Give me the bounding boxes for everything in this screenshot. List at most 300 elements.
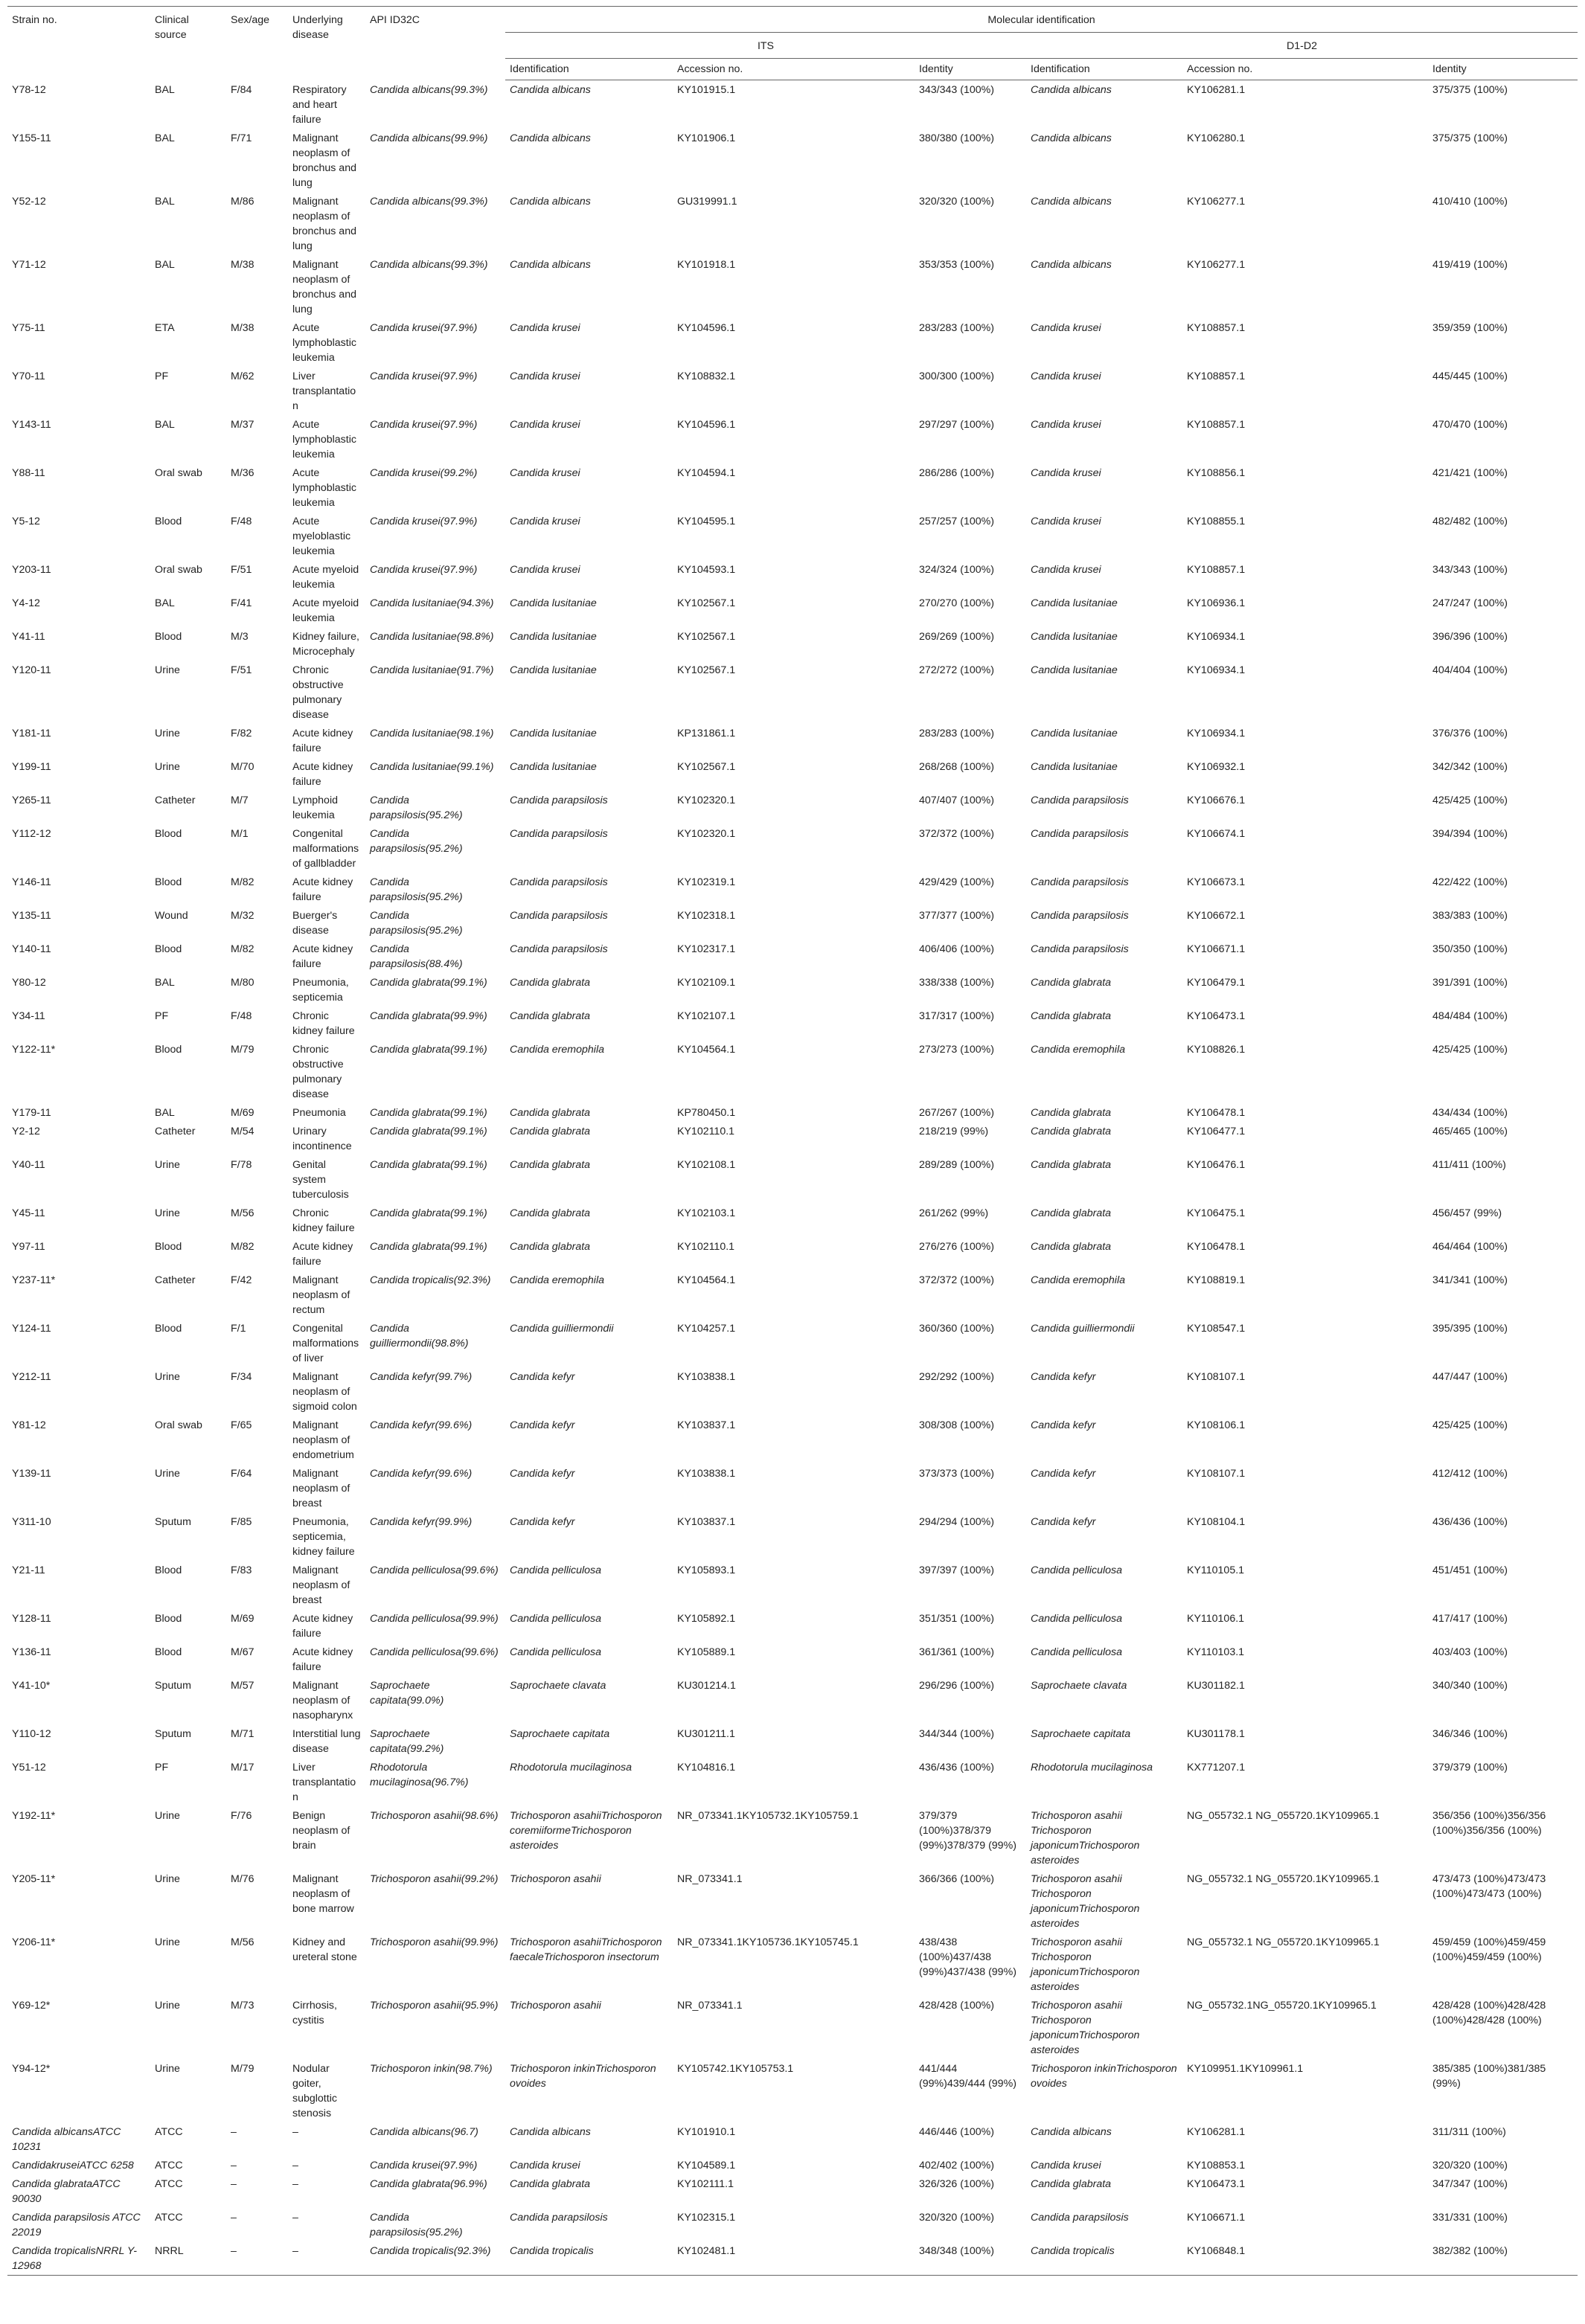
d1d2-accession-cell: KY106934.1 <box>1187 727 1246 739</box>
api-cell: Candida parapsilosis(95.2%) <box>370 827 463 855</box>
clinical-source-cell: BAL <box>155 976 175 989</box>
its-identification-cell: Candida glabrata <box>510 1009 591 1022</box>
its-accession-cell: KY102111.1 <box>677 2177 734 2190</box>
d1d2-identification-cell: Candida eremophila <box>1031 1043 1125 1056</box>
d1d2-identification-cell: Candida krusei <box>1031 321 1101 334</box>
api-cell: Candida pelliculosa(99.9%) <box>370 1612 499 1625</box>
d1d2-identity-cell: 311/311 (100%) <box>1432 2125 1506 2138</box>
api-cell: Candida krusei(97.9%) <box>370 515 478 527</box>
d1d2-identification-cell: Candida parapsilosis <box>1031 2211 1129 2224</box>
d1d2-identification-cell: Candida kefyr <box>1031 1515 1096 1528</box>
table-row <box>7 1724 1578 1758</box>
sex-age-cell: F/41 <box>231 597 252 609</box>
d1d2-identification-cell: Candida lusitaniae <box>1031 760 1118 773</box>
d1d2-accession-cell: KY106848.1 <box>1182 2241 1428 2276</box>
disease-cell: Malignant neoplasm of endometrium <box>292 1419 354 1461</box>
api-cell: Candida glabrata(99.9%) <box>370 1009 487 1022</box>
strain-cell: Y71-12 <box>12 258 46 271</box>
d1d2-identity-cell: 247/247 (100%) <box>1432 597 1508 609</box>
d1d2-identity-cell: 445/445 (100%) <box>1432 370 1508 382</box>
d1d2-identification-cell: Candida pelliculosa <box>1031 1564 1123 1576</box>
its-accession-cell: KY102320.1 <box>677 827 736 840</box>
its-accession-cell: KY104564.1 <box>677 1043 736 1056</box>
its-identification-cell: Candida eremophila <box>510 1043 604 1056</box>
api-cell: Candida guilliermondii(98.8%) <box>370 1322 469 1349</box>
strain-cell: Y88-11 <box>12 466 45 479</box>
api-cell: Candida krusei(97.9%) <box>370 2159 478 2171</box>
d1d2-identification-cell: Candida krusei <box>1031 370 1101 382</box>
disease-cell: Buerger's disease <box>292 909 338 937</box>
strain-cell: Y5-12 <box>12 515 40 527</box>
sex-age-cell: M/69 <box>231 1612 254 1625</box>
api-cell: Candida lusitaniae(98.1%) <box>370 727 494 739</box>
d1d2-identity-cell: 347/347 (100%) <box>1432 2177 1508 2190</box>
its-identity-cell: 351/351 (100%) <box>919 1612 994 1625</box>
its-identity-cell: 372/372 (100%) <box>919 827 994 840</box>
disease-cell: Chronic obstructive pulmonary disease <box>292 664 344 721</box>
d1d2-accession-cell: KY108826.1 <box>1187 1043 1246 1056</box>
sex-age-cell: F/51 <box>231 563 252 576</box>
d1d2-accession-cell: NG_055732.1 NG_055720.1KY109965.1 <box>1187 1872 1380 1885</box>
clinical-source-cell: Urine <box>155 1158 180 1171</box>
table-row <box>7 1367 1578 1416</box>
strain-cell: Candida tropicalisNRRL Y-12968 <box>7 2241 150 2276</box>
d1d2-identity-cell: 403/403 (100%) <box>1432 1646 1508 1658</box>
d1d2-accession-cell: KU301182.1 <box>1187 1679 1245 1692</box>
d1d2-identification-cell: Candida parapsilosis <box>1031 943 1129 955</box>
its-accession-cell: KY104596.1 <box>677 418 736 431</box>
d1d2-accession-cell: KU301178.1 <box>1187 1727 1245 1740</box>
its-identification-cell: Candida parapsilosis <box>510 794 608 806</box>
strain-cell: Y112-12 <box>12 827 51 840</box>
d1d2-identification-cell: Candida kefyr <box>1031 1419 1096 1431</box>
sex-age-cell: M/38 <box>231 321 254 334</box>
disease-cell: Malignant neoplasm of breast <box>292 1467 350 1509</box>
d1d2-accession-cell: KY106673.1 <box>1187 876 1246 888</box>
strain-cell: Y80-12 <box>12 976 46 989</box>
api-cell: Candida albicans(99.3%) <box>370 83 488 96</box>
d1d2-identity-cell: 341/341 (100%) <box>1432 1274 1508 1286</box>
d1d2-accession-cell: KY110105.1 <box>1187 1564 1245 1576</box>
disease-cell: – <box>292 2177 298 2190</box>
table-row <box>7 1040 1578 1103</box>
d1d2-identity-cell: 396/396 (100%) <box>1432 630 1508 643</box>
d1d2-identity-cell: 385/385 (100%)381/385 (99%) <box>1432 2062 1546 2090</box>
d1d2-identity-cell: 346/346 (100%) <box>1432 1727 1508 1740</box>
its-identification-cell: Saprochaete clavata <box>510 1679 606 1692</box>
d1d2-identification-cell: Candida lusitaniae <box>1031 727 1118 739</box>
d1d2-identity-cell: 456/457 (99%) <box>1432 1207 1502 1219</box>
d1d2-identity-cell: 417/417 (100%) <box>1432 1612 1508 1625</box>
its-accession-cell: KP131861.1 <box>677 727 736 739</box>
its-identity-cell: 338/338 (100%) <box>919 976 994 989</box>
sex-age-cell: M/56 <box>231 1936 254 1948</box>
clinical-source-cell: Blood <box>155 1240 182 1253</box>
clinical-source-cell: ATCC <box>155 2159 183 2171</box>
sex-age-cell: M/17 <box>231 1761 254 1774</box>
d1d2-accession-cell: KY106475.1 <box>1187 1207 1246 1219</box>
its-identity-cell: 296/296 (100%) <box>919 1679 994 1692</box>
its-accession-cell: KY102110.1 <box>677 1240 735 1253</box>
d1d2-identification-cell: Candida parapsilosis <box>1031 909 1129 922</box>
table-row <box>7 80 1578 129</box>
table-row <box>7 2156 1578 2174</box>
d1d2-accession-cell: KY110103.1 <box>1187 1646 1245 1658</box>
its-identification-cell: Candida parapsilosis <box>510 2211 608 2224</box>
d1d2-identification-cell: Saprochaete capitata <box>1031 1727 1131 1740</box>
strain-cell: Y75-11 <box>12 321 45 334</box>
api-cell: Trichosporon asahii(99.9%) <box>370 1936 499 1948</box>
clinical-source-cell: BAL <box>155 258 175 271</box>
d1d2-accession-cell: KY108107.1 <box>1187 1467 1246 1480</box>
disease-cell: – <box>292 2211 298 2224</box>
disease-cell: Acute myeloid leukemia <box>292 597 359 624</box>
its-accession-cell: KY103837.1 <box>677 1515 736 1528</box>
d1d2-identity-cell: 425/425 (100%) <box>1432 1419 1508 1431</box>
d1d2-identification-cell: Candida glabrata <box>1031 1207 1112 1219</box>
its-identification-cell: Candida tropicalis <box>505 2241 673 2276</box>
its-identity-cell: 438/438 (100%)437/438 (99%)437/438 (99%) <box>919 1936 1016 1978</box>
d1d2-accession-cell: KY106473.1 <box>1187 1009 1246 1022</box>
d1d2-identity-cell: 343/343 (100%) <box>1432 563 1508 576</box>
d1d2-accession-cell: KY106671.1 <box>1187 2211 1246 2224</box>
clinical-source-cell: Blood <box>155 876 182 888</box>
api-cell: Rhodotorula mucilaginosa(96.7%) <box>370 1761 469 1788</box>
api-cell: Candida glabrata(99.1%) <box>370 976 487 989</box>
disease-cell: Kidney and ureteral stone <box>292 1936 357 1963</box>
its-accession-cell: KY102318.1 <box>677 909 736 922</box>
d1d2-identity-cell: 419/419 (100%) <box>1432 258 1508 271</box>
api-cell: Candida glabrata(99.1%) <box>370 1106 487 1119</box>
its-accession-cell: KY105889.1 <box>677 1646 736 1658</box>
sex-age-cell: F/85 <box>231 1515 252 1528</box>
d1d2-identity-cell: 484/484 (100%) <box>1432 1009 1508 1022</box>
its-accession-cell: KY102315.1 <box>677 2211 736 2224</box>
table-row <box>7 791 1578 824</box>
d1d2-accession-cell: KX771207.1 <box>1187 1761 1246 1774</box>
disease-cell: Malignant neoplasm of nasopharynx <box>292 1679 353 1721</box>
d1d2-accession-cell: NG_055732.1 NG_055720.1KY109965.1 <box>1187 1936 1380 1948</box>
api-cell: Candida parapsilosis(88.4%) <box>370 943 463 970</box>
disease-cell: Benign neoplasm of brain <box>292 1809 350 1852</box>
d1d2-identification-cell: Candida krusei <box>1031 418 1101 431</box>
its-accession-cell: KY102317.1 <box>677 943 736 955</box>
its-accession-cell: KY102109.1 <box>677 976 736 989</box>
table-row <box>7 973 1578 1007</box>
its-accession-cell: KU301214.1 <box>677 1679 736 1692</box>
d1d2-identification-cell: Candida parapsilosis <box>1031 794 1129 806</box>
its-identification-cell: Candida parapsilosis <box>510 943 608 955</box>
its-accession-cell: KY102567.1 <box>677 597 736 609</box>
disease-cell: Interstitial lung disease <box>292 1727 361 1755</box>
d1d2-identity-cell: 421/421 (100%) <box>1432 466 1508 479</box>
d1d2-identity-cell: 411/411 (100%) <box>1432 1158 1506 1171</box>
sex-age-cell: F/82 <box>231 727 252 739</box>
its-identity-cell: 446/446 (100%) <box>919 2125 994 2138</box>
table-row <box>7 1758 1578 1806</box>
its-accession-cell: KY102567.1 <box>677 760 736 773</box>
clinical-source-cell: Urine <box>155 1936 180 1948</box>
its-identity-cell: 269/269 (100%) <box>919 630 994 643</box>
table-row <box>7 2174 1578 2208</box>
its-identification-cell: Candida pelliculosa <box>510 1646 602 1658</box>
d1d2-accession-cell: KY106674.1 <box>1187 827 1246 840</box>
d1d2-accession-cell: KY106277.1 <box>1187 258 1246 271</box>
strain-cell: CandidakruseiATCC 6258 <box>12 2159 134 2171</box>
sex-age-cell: F/83 <box>231 1564 252 1576</box>
clinical-source-cell: NRRL <box>150 2241 226 2276</box>
col-d1d2-identification: Identification <box>1026 59 1182 80</box>
api-cell: Candida krusei(97.9%) <box>370 418 478 431</box>
sex-age-cell: M/79 <box>231 1043 254 1056</box>
d1d2-identification-cell: Rhodotorula mucilaginosa <box>1031 1761 1153 1774</box>
sex-age-cell: M/69 <box>231 1106 254 1119</box>
col-d1d2-accession: Accession no. <box>1182 59 1428 80</box>
clinical-source-cell: Urine <box>155 1467 180 1480</box>
d1d2-identification-cell: Candida krusei <box>1031 466 1101 479</box>
d1d2-accession-cell: KY106280.1 <box>1187 132 1246 144</box>
its-identity-cell: 428/428 (100%) <box>919 1999 994 2012</box>
strain-cell: Y265-11 <box>12 794 51 806</box>
d1d2-identity-cell: 359/359 (100%) <box>1432 321 1508 334</box>
clinical-source-cell: Blood <box>155 1646 182 1658</box>
its-identity-cell: 402/402 (100%) <box>919 2159 994 2171</box>
col-its: ITS <box>505 33 1026 59</box>
col-its-identity: Identity <box>915 59 1026 80</box>
its-identification-cell: Trichosporon asahii <box>510 1872 601 1885</box>
d1d2-accession-cell: KY108547.1 <box>1187 1322 1246 1335</box>
clinical-source-cell: Sputum <box>155 1515 191 1528</box>
disease-cell: Malignant neoplasm of sigmoid colon <box>292 1370 357 1413</box>
sex-age-cell: M/82 <box>231 1240 254 1253</box>
table-row <box>7 1869 1578 1933</box>
api-cell: Candida parapsilosis(95.2%) <box>370 876 463 903</box>
its-accession-cell: NR_073341.1KY105736.1KY105745.1 <box>677 1936 859 1948</box>
d1d2-accession-cell: KY108857.1 <box>1187 321 1246 334</box>
disease-cell: Nodular goiter, subglottic stenosis <box>292 2062 337 2119</box>
api-cell: Trichosporon asahii(98.6%) <box>370 1809 499 1822</box>
d1d2-accession-cell: KY108857.1 <box>1187 563 1246 576</box>
sex-age-cell: M/54 <box>231 1125 254 1137</box>
strain-cell: Y110-12 <box>12 1727 51 1740</box>
d1d2-accession-cell: KY106473.1 <box>1187 2177 1246 2190</box>
table-row <box>7 1122 1578 1155</box>
its-accession-cell: KY104589.1 <box>677 2159 736 2171</box>
its-identification-cell: Candida glabrata <box>510 1207 591 1219</box>
its-identity-cell: 276/276 (100%) <box>919 1240 994 1253</box>
d1d2-identity-cell: 394/394 (100%) <box>1432 827 1508 840</box>
d1d2-accession-cell: KY108104.1 <box>1187 1515 1246 1528</box>
sex-age-cell: F/42 <box>231 1274 252 1286</box>
d1d2-accession-cell: KY108856.1 <box>1187 466 1246 479</box>
table-body <box>7 80 1578 2276</box>
api-cell: Candida pelliculosa(99.6%) <box>370 1564 499 1576</box>
clinical-source-cell: PF <box>155 370 169 382</box>
api-cell: Candida parapsilosis(95.2%) <box>370 794 463 821</box>
d1d2-identification-cell: Candida parapsilosis <box>1031 876 1129 888</box>
clinical-source-cell: BAL <box>155 1106 175 1119</box>
its-identity-cell: 372/372 (100%) <box>919 1274 994 1286</box>
d1d2-identification-cell: Candida glabrata <box>1031 1158 1112 1171</box>
disease-cell: Liver transplantation <box>292 1761 356 1803</box>
its-identification-cell: Candida krusei <box>510 515 580 527</box>
its-accession-cell: KY102108.1 <box>677 1158 736 1171</box>
its-identification-cell: Candida krusei <box>510 2159 580 2171</box>
table-row <box>7 255 1578 318</box>
its-accession-cell: NR_073341.1KY105732.1KY105759.1 <box>677 1809 859 1822</box>
its-identity-cell: 343/343 (100%) <box>919 84 994 96</box>
its-accession-cell: KY105742.1KY105753.1 <box>677 2062 794 2075</box>
clinical-source-cell: Blood <box>155 827 182 840</box>
its-identity-cell: 324/324 (100%) <box>919 563 994 576</box>
d1d2-identity-cell: 356/356 (100%)356/356 (100%)356/356 (100%) <box>1432 1809 1546 1837</box>
strain-cell: Y94-12* <box>12 2062 51 2075</box>
clinical-source-cell: Oral swab <box>155 466 202 479</box>
strain-cell: Y205-11* <box>12 1872 56 1885</box>
its-accession-cell: KP780450.1 <box>677 1106 736 1119</box>
its-identification-cell: Candida lusitaniae <box>510 727 597 739</box>
its-accession-cell: GU319991.1 <box>677 195 737 208</box>
d1d2-identity-cell: 473/473 (100%)473/473 (100%)473/473 (100%) <box>1432 1872 1546 1900</box>
its-accession-cell: KU301211.1 <box>677 1727 735 1740</box>
disease-cell: Urinary incontinence <box>292 1125 352 1152</box>
d1d2-identification-cell: Candida eremophila <box>1031 1274 1125 1286</box>
strain-cell: Y97-11 <box>12 1240 45 1253</box>
clinical-source-cell: BAL <box>155 83 175 96</box>
sex-age-cell: M/38 <box>231 258 254 271</box>
disease-cell: – <box>292 2125 298 2138</box>
d1d2-accession-cell: KY108819.1 <box>1187 1274 1246 1286</box>
its-accession-cell: KY102103.1 <box>677 1207 736 1219</box>
api-cell: Trichosporon asahii(95.9%) <box>370 1999 499 2012</box>
api-cell: Candida krusei(97.9%) <box>370 563 478 576</box>
its-identification-cell: Candida parapsilosis <box>510 909 608 922</box>
disease-cell: Acute kidney failure <box>292 876 353 903</box>
table-row <box>7 594 1578 627</box>
its-accession-cell: KY104596.1 <box>677 321 736 334</box>
d1d2-accession-cell: KY106671.1 <box>1187 943 1246 955</box>
its-accession-cell: NR_073341.1 <box>677 1872 743 1885</box>
d1d2-identification-cell: Trichosporon asahii Trichosporon japonicumTrichosporon asteroides <box>1031 1872 1140 1930</box>
table-row <box>7 129 1578 192</box>
its-identification-cell: Candida glabrata <box>510 2177 591 2190</box>
api-cell: Candida kefyr(99.7%) <box>370 1370 473 1383</box>
strain-cell: Y4-12 <box>12 597 40 609</box>
clinical-source-cell: Urine <box>155 664 180 676</box>
clinical-source-cell: Sputum <box>155 1679 191 1692</box>
its-accession-cell: NR_073341.1 <box>677 1999 743 2012</box>
api-cell: Candida krusei(97.9%) <box>370 321 478 334</box>
clinical-source-cell: BAL <box>155 132 175 144</box>
its-accession-cell: KY102110.1 <box>677 1125 735 1137</box>
api-cell: Candida parapsilosis(95.2%) <box>370 909 463 937</box>
its-identity-cell: 286/286 (100%) <box>919 466 994 479</box>
sex-age-cell: M/73 <box>231 1999 254 2012</box>
strain-cell: Y199-11 <box>12 760 51 773</box>
d1d2-identity-cell: 434/434 (100%) <box>1432 1106 1508 1119</box>
strain-cell: Y52-12 <box>12 195 46 208</box>
its-identification-cell: Candida krusei <box>510 321 580 334</box>
d1d2-accession-cell: KY106281.1 <box>1187 84 1246 96</box>
table-row <box>7 367 1578 415</box>
d1d2-accession-cell: KY108857.1 <box>1187 418 1246 431</box>
strain-cell: Y40-11 <box>12 1158 45 1171</box>
table-row <box>7 940 1578 973</box>
its-identity-cell: 268/268 (100%) <box>919 760 994 773</box>
clinical-source-cell: BAL <box>155 597 175 609</box>
table-row <box>7 1512 1578 1561</box>
sex-age-cell: M/67 <box>231 1646 254 1658</box>
table-row <box>7 560 1578 594</box>
its-accession-cell: KY103837.1 <box>677 1419 736 1431</box>
api-cell: Candida tropicalis(92.3%) <box>365 2241 505 2276</box>
strain-cell: Y51-12 <box>12 1761 46 1774</box>
d1d2-identity-cell: 342/342 (100%) <box>1432 760 1508 773</box>
disease-cell: Acute lymphoblastic leukemia <box>292 321 356 364</box>
d1d2-identification-cell: Candida albicans <box>1031 132 1112 144</box>
d1d2-identification-cell: Candida glabrata <box>1031 2177 1112 2190</box>
strain-cell: Y2-12 <box>12 1125 40 1137</box>
strain-cell: Y124-11 <box>12 1322 51 1335</box>
api-cell: Candida glabrata(99.1%) <box>370 1158 487 1171</box>
d1d2-accession-cell: KY106476.1 <box>1187 1158 1246 1171</box>
sex-age-cell: M/71 <box>231 1727 254 1740</box>
clinical-source-cell: Catheter <box>155 794 196 806</box>
strain-cell: Y41-11 <box>12 630 45 643</box>
its-accession-cell: KY105892.1 <box>677 1612 736 1625</box>
clinical-source-cell: Wound <box>155 909 188 922</box>
table-row <box>7 1561 1578 1609</box>
its-accession-cell: KY102567.1 <box>677 630 736 643</box>
col-clinical-source: Clinical source <box>150 7 226 80</box>
strain-cell: Y78-12 <box>12 83 46 96</box>
d1d2-accession-cell: KY108107.1 <box>1187 1370 1246 1383</box>
d1d2-identity-cell: 331/331 (100%) <box>1432 2211 1508 2224</box>
its-accession-cell: KY104257.1 <box>677 1322 736 1335</box>
d1d2-accession-cell: KY110106.1 <box>1187 1612 1245 1625</box>
strain-cell: Y155-11 <box>12 132 51 144</box>
strain-cell: Y45-11 <box>12 1207 45 1219</box>
clinical-source-cell: Urine <box>155 1999 180 2012</box>
strain-cell: Y146-11 <box>12 876 51 888</box>
d1d2-identity-cell: 425/425 (100%) <box>1432 1043 1508 1056</box>
disease-cell: Cirrhosis, cystitis <box>292 1999 337 2026</box>
d1d2-identification-cell: Trichosporon asahii Trichosporon japonicumTrichosporon asteroides <box>1031 1809 1140 1866</box>
clinical-source-cell: Catheter <box>155 1274 196 1286</box>
sex-age-cell: M/36 <box>231 466 254 479</box>
col-d1d2: D1-D2 <box>1026 33 1578 59</box>
table-row <box>7 2122 1578 2156</box>
api-cell: Candida kefyr(99.6%) <box>370 1419 473 1431</box>
col-api: API ID32C <box>365 7 505 80</box>
d1d2-identification-cell: Candida albicans <box>1031 84 1112 96</box>
sex-age-cell: M/86 <box>231 195 254 208</box>
d1d2-identification-cell: Candida lusitaniae <box>1031 630 1118 643</box>
strain-identification-table <box>7 6 1578 2276</box>
api-cell: Candida pelliculosa(99.6%) <box>370 1646 499 1658</box>
its-identity-cell: 407/407 (100%) <box>919 794 994 806</box>
sex-age-cell: M/82 <box>231 943 254 955</box>
its-identification-cell: Candida krusei <box>510 418 580 431</box>
table-row <box>7 2059 1578 2122</box>
its-identification-cell: Candida lusitaniae <box>510 630 597 643</box>
disease-cell: Malignant neoplasm of bronchus and lung <box>292 132 356 189</box>
its-identification-cell: Candida glabrata <box>510 1158 591 1171</box>
d1d2-identity-cell: 482/482 (100%) <box>1432 515 1508 527</box>
its-accession-cell: KY108832.1 <box>677 370 736 382</box>
disease-cell: Kidney failure, Microcephaly <box>292 630 359 658</box>
strain-cell: Y120-11 <box>12 664 51 676</box>
